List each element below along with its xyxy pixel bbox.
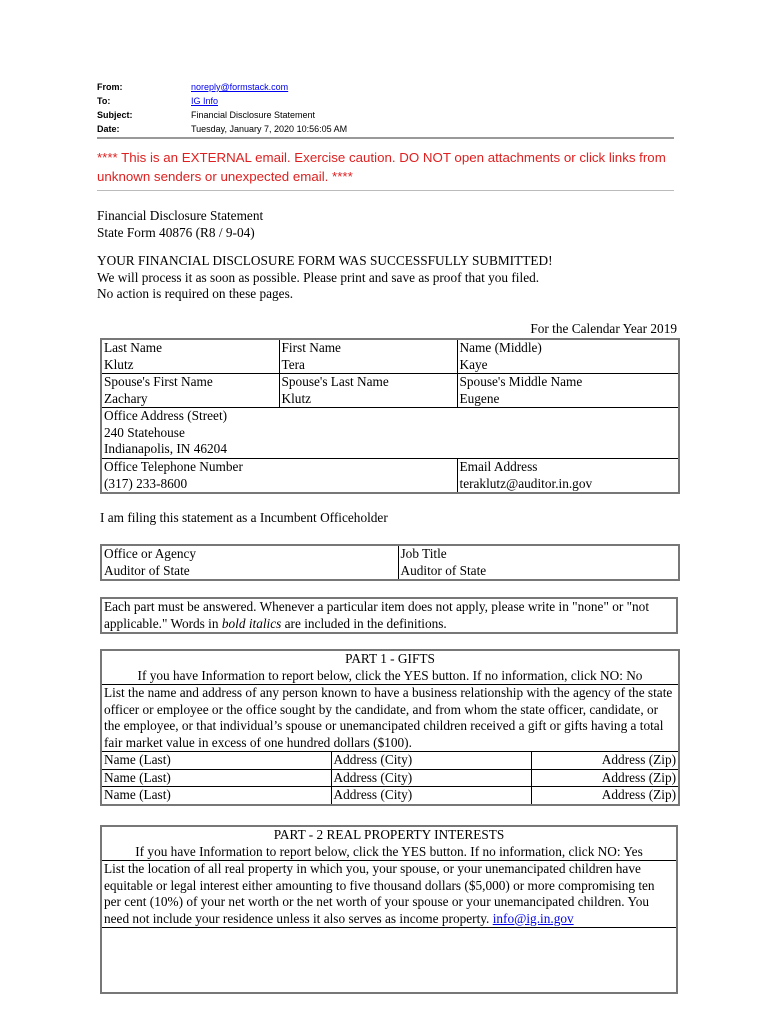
subject-value: Financial Disclosure Statement [191, 110, 316, 120]
part1-description: List the name and address of any person known to have a business relationship with the agency of the state officer or employee or the office sought by the candidate, and from whom the state officer, candidate, or the employee, or that individual’s spouse or unemancipated children received a gift or gifts having a total fair market value in excess of one hundred dollars ($100). [101, 685, 679, 752]
email-header [97, 80, 347, 136]
address-zip-label: Address (Zip) [531, 752, 679, 770]
office-street: 240 Statehouse [104, 424, 185, 440]
office-phone-label: Office Telephone Number [104, 459, 243, 474]
address-city-label: Address (City) [331, 769, 531, 787]
part1-prompt: If you have Information to report below, click the YES button. If no information, click NO: No [137, 667, 643, 683]
part2-description: List the location of all real property in which you, your spouse, or your unemancipated children have equitable or legal interest either amounting to five thousand dollars ($5,000) or more compromising ten per cent (10%) of your net worth or the net worth of your spouse or your unemancipated children. You need not include your residence unless it also serves as income property. [104, 861, 655, 926]
first-name-cell [279, 339, 457, 374]
last-name-cell [101, 339, 279, 374]
spouse-last-value: Klutz [281, 390, 312, 406]
filing-statement: I am filing this statement as a Incumbent Officeholder [100, 510, 388, 525]
date-label: Date: [97, 124, 120, 134]
spouse-middle-label: Spouse's Middle Name [459, 374, 583, 389]
spouse-last-label: Spouse's Last Name [281, 374, 389, 389]
spouse-first-label: Spouse's First Name [104, 374, 213, 389]
part1-header [101, 650, 679, 685]
from-row [97, 80, 347, 94]
info-email-link[interactable]: info@ig.in.gov [492, 910, 574, 926]
table-row [101, 787, 679, 805]
name-last-label: Name (Last) [101, 752, 331, 770]
no-action-message: No action is required on these pages. [97, 286, 294, 301]
middle-name-cell [457, 339, 679, 374]
table-row [101, 769, 679, 787]
calendar-year: For the Calendar Year 2019 [530, 321, 677, 336]
external-warning: **** This is an EXTERNAL email. Exercise caution. DO NOT open attachments or click links from unknown senders or unexpected email. **** [97, 150, 666, 184]
to-label: To: [97, 96, 111, 106]
agency-value: Auditor of State [104, 562, 190, 578]
office-address-cell [101, 408, 679, 459]
middle-name-label: Name (Middle) [459, 340, 542, 355]
agency-label: Office or Agency [104, 546, 197, 561]
address-city-label: Address (City) [331, 787, 531, 805]
agency-cell [101, 545, 398, 580]
office-phone-cell [101, 459, 457, 494]
spouse-middle-cell [457, 374, 679, 408]
identity-table [100, 338, 680, 494]
part2-entry-area [101, 928, 677, 994]
process-message: We will process it as soon as possible. Please print and save as proof that you filed. [97, 269, 540, 285]
instruction-note [100, 597, 678, 634]
from-label: From: [97, 82, 123, 92]
subject-row [97, 108, 347, 122]
intro-block [97, 208, 677, 303]
header-divider [97, 137, 674, 139]
part2-table [100, 825, 678, 994]
email-value: teraklutz@auditor.in.gov [459, 475, 593, 491]
date-value: Tuesday, January 7, 2020 10:56:05 AM [191, 124, 348, 134]
last-name-value: Klutz [104, 356, 134, 372]
part2-description-cell [101, 861, 677, 928]
email-label: Email Address [459, 459, 538, 474]
to-row [97, 94, 347, 108]
from-link[interactable]: noreply@formstack.com [191, 82, 289, 92]
job-title-cell [398, 545, 679, 580]
address-city-label: Address (City) [331, 752, 531, 770]
first-name-label: First Name [281, 340, 341, 355]
to-link[interactable]: IG Info [191, 96, 219, 106]
form-title: Financial Disclosure Statement [97, 208, 264, 223]
job-title-label: Job Title [400, 546, 447, 561]
office-city: Indianapolis, IN 46204 [104, 441, 227, 456]
office-table [100, 544, 680, 581]
part1-title: PART 1 - GIFTS [345, 651, 435, 666]
name-last-label: Name (Last) [101, 787, 331, 805]
instruction-italic: bold italics [221, 615, 282, 631]
instruction-before: Each part must be answered. Whenever a particular item does not apply, please write in "none" or "not applicable." Words in [104, 599, 650, 631]
success-message: YOUR FINANCIAL DISCLOSURE FORM WAS SUCCESSFULLY SUBMITTED! [97, 253, 553, 268]
email-cell [457, 459, 679, 494]
instruction-after: are included in the definitions. [281, 615, 447, 631]
spouse-first-cell [101, 374, 279, 408]
job-title-value: Auditor of State [400, 562, 487, 578]
subject-label: Subject: [97, 110, 133, 120]
form-number: State Form 40876 (R8 / 9-04) [97, 224, 255, 240]
address-zip-label: Address (Zip) [531, 787, 679, 805]
address-zip-label: Address (Zip) [531, 769, 679, 787]
table-row [101, 752, 679, 770]
part2-header [101, 826, 677, 861]
part1-table [100, 649, 680, 806]
middle-name-value: Kaye [459, 356, 488, 372]
name-last-label: Name (Last) [101, 769, 331, 787]
instruction-text [101, 598, 677, 633]
part2-prompt: If you have Information to report below, click the YES button. If no information, click NO: Yes [135, 843, 643, 859]
last-name-label: Last Name [104, 340, 162, 355]
spouse-last-cell [279, 374, 457, 408]
first-name-value: Tera [281, 356, 305, 372]
spouse-middle-value: Eugene [459, 390, 500, 406]
part2-title: PART - 2 REAL PROPERTY INTERESTS [273, 827, 505, 842]
office-phone-value: (317) 233-8600 [104, 475, 188, 491]
date-row [97, 122, 347, 136]
spouse-first-value: Zachary [104, 390, 148, 406]
warning-divider [97, 190, 674, 191]
office-address-label: Office Address (Street) [104, 408, 228, 423]
